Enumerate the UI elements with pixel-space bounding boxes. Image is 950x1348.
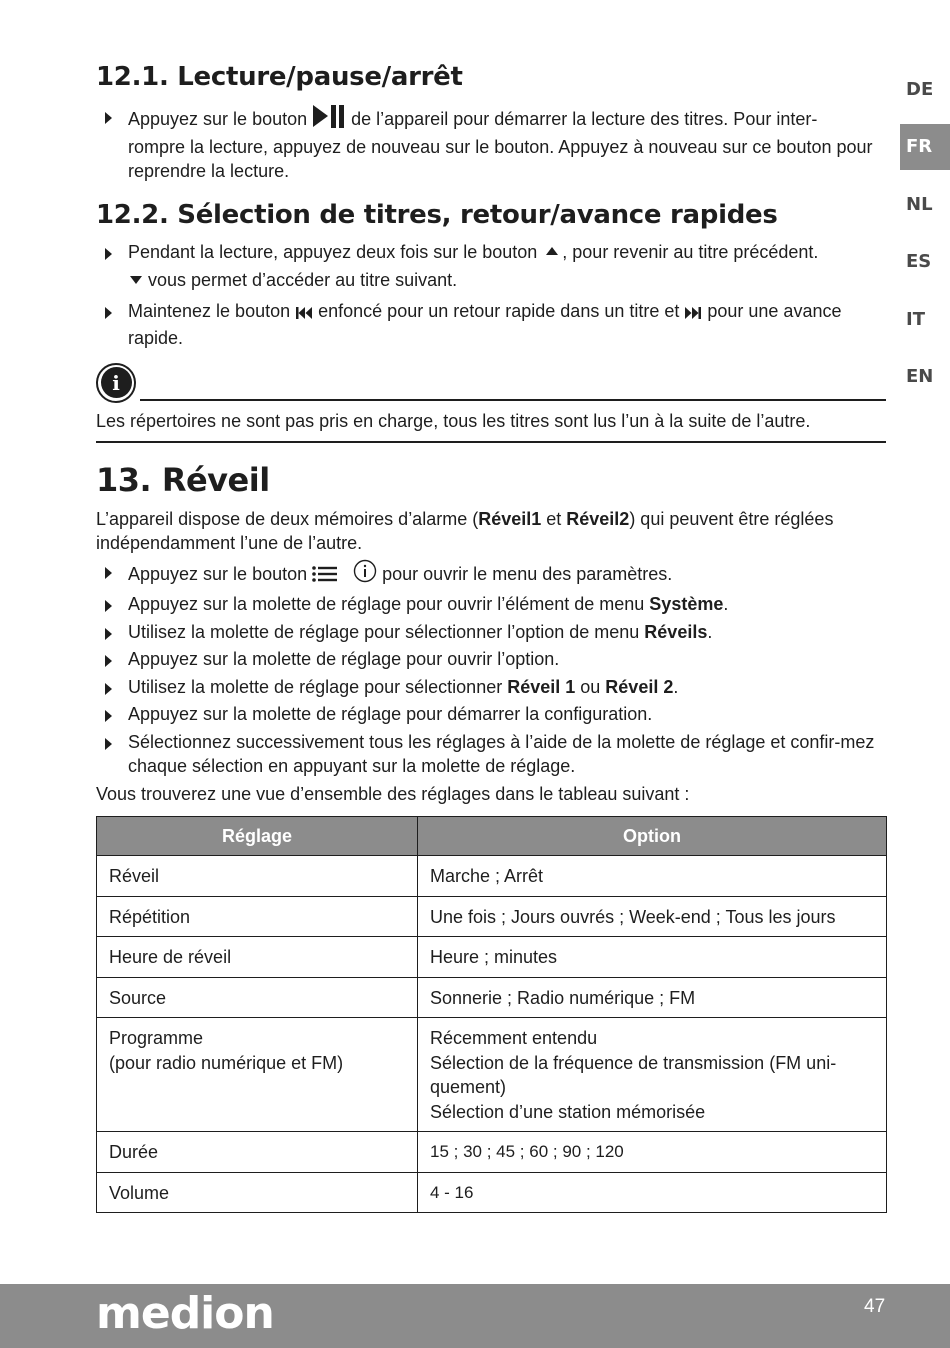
language-tab-fr[interactable]: FR	[900, 124, 950, 170]
info-note	[96, 363, 886, 439]
list-item: Appuyez sur la molette de réglage pour démarrer la configuration.	[96, 702, 886, 727]
divider	[96, 441, 886, 443]
bullet-arrow-icon	[105, 738, 112, 750]
bullet-arrow-icon	[105, 248, 112, 260]
menu-icon	[312, 565, 338, 590]
list-item: Appuyez sur le bouton de l’appareil pour démarrer la lecture des titres. Pour inter- rompre la lecture, appuyez de nouveau sur le bouton. Appuyez à nouveau sur ce bouton pour reprendre la lecture.	[96, 104, 886, 184]
table-cell: Une fois ; Jours ouvrés ; Week-end ; Tous les jours	[418, 896, 887, 937]
settings-table	[96, 816, 887, 1213]
list-item: Maintenez le bouton enfoncé pour un retour rapide dans un titre et pour une avance rapide.	[96, 299, 886, 351]
list-item: Pendant la lecture, appuyez deux fois sur le bouton , pour revenir au titre précédent. vous permet d’accéder au titre suivant.	[96, 240, 886, 293]
bullet-arrow-icon	[105, 112, 112, 124]
table-row	[97, 937, 887, 978]
list-item: Utilisez la molette de réglage pour sélectionner l’option de menu Réveils.	[96, 620, 886, 645]
page-content	[96, 62, 886, 1213]
language-tab-de[interactable]: DE	[906, 78, 934, 100]
info-icon: i	[96, 363, 136, 403]
language-tab-nl[interactable]: NL	[906, 193, 933, 215]
medion-logo: medion	[96, 1288, 274, 1339]
footer-bar	[0, 1284, 950, 1348]
bullet-arrow-icon	[105, 655, 112, 667]
language-tab-en[interactable]: EN	[906, 366, 934, 387]
section-12-1-title: 12.1. Lecture/pause/arrêt	[96, 62, 463, 92]
language-tab-es[interactable]: ES	[906, 251, 932, 272]
list-item: Utilisez la molette de réglage pour sélectionner Réveil 1 ou Réveil 2.	[96, 675, 886, 700]
bullet-arrow-icon	[105, 710, 112, 722]
bullet-arrow-icon	[105, 567, 112, 579]
table-cell: Sonnerie ; Radio numérique ; FM	[418, 977, 887, 1018]
section-12-2-title: 12.2. Sélection de titres, retour/avance rapides	[96, 199, 778, 230]
table-header-row	[97, 817, 887, 856]
table-row	[97, 1132, 887, 1173]
table-cell: Heure de réveil	[97, 937, 418, 978]
note-text: Les répertoires ne sont pas pris en charge, tous les titres sont lus l’un à la suite de l’autre.	[96, 410, 811, 431]
table-row	[97, 977, 887, 1018]
list-item: Appuyez sur la molette de réglage pour ouvrir l’élément de menu Système.	[96, 592, 886, 617]
table-row	[97, 896, 887, 937]
bullet-arrow-icon	[105, 683, 112, 695]
table-cell: 15 ; 30 ; 45 ; 60 ; 90 ; 120	[418, 1132, 887, 1173]
table-cell: Source	[97, 977, 418, 1018]
table-cell: 4 - 16	[418, 1172, 887, 1213]
skip-forward-icon	[684, 302, 702, 327]
table-cell: Marche ; Arrêt	[418, 856, 887, 897]
table-cell: Programme (pour radio numérique et FM)	[97, 1018, 418, 1132]
column-header: Option	[418, 817, 887, 856]
down-arrow-icon	[130, 276, 142, 284]
column-header: Réglage	[97, 817, 418, 856]
list-item: Appuyez sur le bouton pour ouvrir le menu des paramètres.	[96, 559, 886, 590]
table-cell: Volume	[97, 1172, 418, 1213]
table-cell: Heure ; minutes	[418, 937, 887, 978]
skip-back-icon	[295, 302, 313, 327]
table-row	[97, 1018, 887, 1132]
bullet-arrow-icon	[105, 600, 112, 612]
list-item: Appuyez sur la molette de réglage pour ouvrir l’option.	[96, 647, 886, 672]
section-13-title: 13. Réveil	[96, 460, 270, 499]
intro-paragraph: L’appareil dispose de deux mémoires d’alarme (Réveil1 et Réveil2) qui peuvent être réglées indépendamment l’une de l’autre.	[96, 508, 834, 553]
language-tabs	[900, 66, 950, 411]
table-cell: Durée	[97, 1132, 418, 1173]
play-pause-icon	[312, 104, 346, 135]
table-intro: Vous trouverez une vue d’ensemble des réglages dans le tableau suivant :	[96, 783, 690, 804]
page-number: 47	[864, 1296, 886, 1317]
table-row	[97, 856, 887, 897]
table-cell: Réveil	[97, 856, 418, 897]
table-cell: Récemment entendu Sélection de la fréquence de transmission (FM uni-quement) Sélection d’une station mémorisée	[418, 1018, 887, 1132]
table-cell: Répétition	[97, 896, 418, 937]
table-row	[97, 1172, 887, 1213]
list-item: Sélectionnez successivement tous les réglages à l’aide de la molette de réglage et confir-mez chaque sélection en appuyant sur la molette de réglage.	[96, 730, 886, 779]
up-arrow-icon	[546, 247, 558, 255]
info-circle-icon	[353, 559, 377, 590]
divider	[140, 399, 886, 401]
bullet-arrow-icon	[105, 628, 112, 640]
bullet-arrow-icon	[105, 307, 112, 319]
language-tab-it[interactable]: IT	[906, 308, 925, 330]
